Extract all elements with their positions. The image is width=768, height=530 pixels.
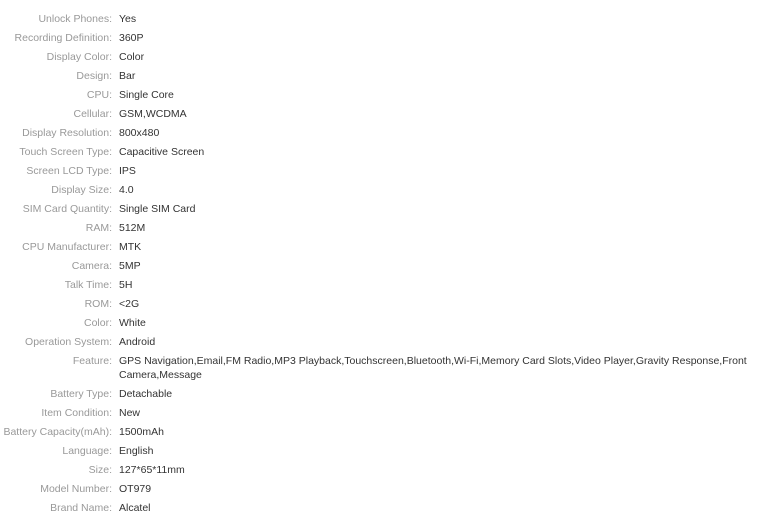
spec-label: Language: — [62, 445, 112, 457]
spec-value: <2G — [119, 298, 140, 310]
spec-row-display-size — [0, 183, 768, 197]
spec-value: 5MP — [119, 260, 141, 272]
spec-value: Android — [119, 336, 156, 348]
spec-row-color — [0, 316, 768, 330]
spec-label: Design: — [76, 70, 112, 82]
spec-row-battery-type — [0, 387, 768, 401]
spec-value: OT979 — [119, 483, 152, 495]
spec-row-battery-capacity — [0, 425, 768, 439]
spec-label: Battery Capacity(mAh): — [3, 426, 112, 438]
spec-label: Model Number: — [40, 483, 112, 495]
spec-value: Capacitive Screen — [119, 146, 205, 158]
spec-row-cpu — [0, 88, 768, 102]
spec-row-item-condition — [0, 406, 768, 420]
spec-value: 127*65*11mm — [119, 464, 185, 476]
spec-row-display-color — [0, 50, 768, 64]
spec-row-ram — [0, 221, 768, 235]
spec-value: 5H — [119, 279, 133, 291]
spec-label: Unlock Phones: — [38, 13, 112, 25]
spec-label: Item Condition: — [41, 407, 112, 419]
spec-label: CPU Manufacturer: — [22, 241, 112, 253]
spec-label: Display Color: — [46, 51, 112, 63]
spec-row-cpu-manufacturer — [0, 240, 768, 254]
spec-value: MTK — [119, 241, 142, 253]
spec-row-model-number — [0, 482, 768, 496]
spec-label: Display Resolution: — [22, 127, 112, 139]
spec-row-size — [0, 463, 768, 477]
spec-row-recording-definition — [0, 31, 768, 45]
spec-value: Color — [119, 51, 145, 63]
spec-value: Single Core — [119, 89, 174, 101]
spec-label: Screen LCD Type: — [26, 165, 112, 177]
spec-label: Operation System: — [25, 336, 112, 348]
spec-label: ROM: — [84, 298, 112, 310]
spec-label: Feature: — [72, 355, 112, 367]
spec-row-design — [0, 69, 768, 83]
spec-row-language — [0, 444, 768, 458]
spec-value: Bar — [119, 70, 136, 82]
spec-row-screen-lcd-type — [0, 164, 768, 178]
spec-value: White — [119, 317, 146, 329]
spec-label: Display Size: — [51, 184, 112, 196]
spec-value: 360P — [119, 32, 144, 44]
spec-row-unlock-phones — [0, 12, 768, 26]
spec-value: 800x480 — [119, 127, 160, 139]
spec-value: GPS Navigation,Email,FM Radio,MP3 Playback,Touchscreen,Bluetooth,Wi-Fi,Memory Card Slots,Video Player,Gravity Response,Front Camera,Message — [119, 355, 747, 381]
spec-label: Recording Definition: — [14, 32, 112, 44]
spec-value: 4.0 — [119, 184, 134, 196]
spec-value: Alcatel — [119, 502, 151, 514]
spec-label: Battery Type: — [50, 388, 112, 400]
spec-label: SIM Card Quantity: — [22, 203, 112, 215]
spec-row-touch-screen-type — [0, 145, 768, 159]
spec-value: Yes — [119, 13, 137, 25]
spec-label: CPU: — [86, 89, 112, 101]
spec-label: Cellular: — [73, 108, 112, 120]
spec-value: New — [119, 407, 141, 419]
spec-value: GSM,WCDMA — [119, 108, 187, 120]
spec-row-talk-time — [0, 278, 768, 292]
spec-label: Color: — [83, 317, 112, 329]
spec-label: RAM: — [85, 222, 112, 234]
spec-value: 512M — [119, 222, 146, 234]
spec-value: 1500mAh — [119, 426, 164, 438]
spec-row-operation-system — [0, 335, 768, 349]
spec-row-camera — [0, 259, 768, 273]
spec-label: Talk Time: — [64, 279, 112, 291]
spec-label: Camera: — [71, 260, 112, 272]
spec-row-brand-name — [0, 501, 768, 515]
specifications-list — [0, 12, 768, 520]
spec-row-cellular — [0, 107, 768, 121]
spec-label: Size: — [88, 464, 112, 476]
spec-label: Brand Name: — [50, 502, 112, 514]
spec-value: Single SIM Card — [119, 203, 196, 215]
spec-row-display-resolution — [0, 126, 768, 140]
spec-value: Detachable — [119, 388, 173, 400]
spec-row-sim-card-quantity — [0, 202, 768, 216]
spec-row-rom — [0, 297, 768, 311]
spec-label: Touch Screen Type: — [19, 146, 112, 158]
spec-row-feature — [0, 354, 768, 382]
spec-value: IPS — [119, 165, 136, 177]
spec-value: English — [119, 445, 154, 457]
